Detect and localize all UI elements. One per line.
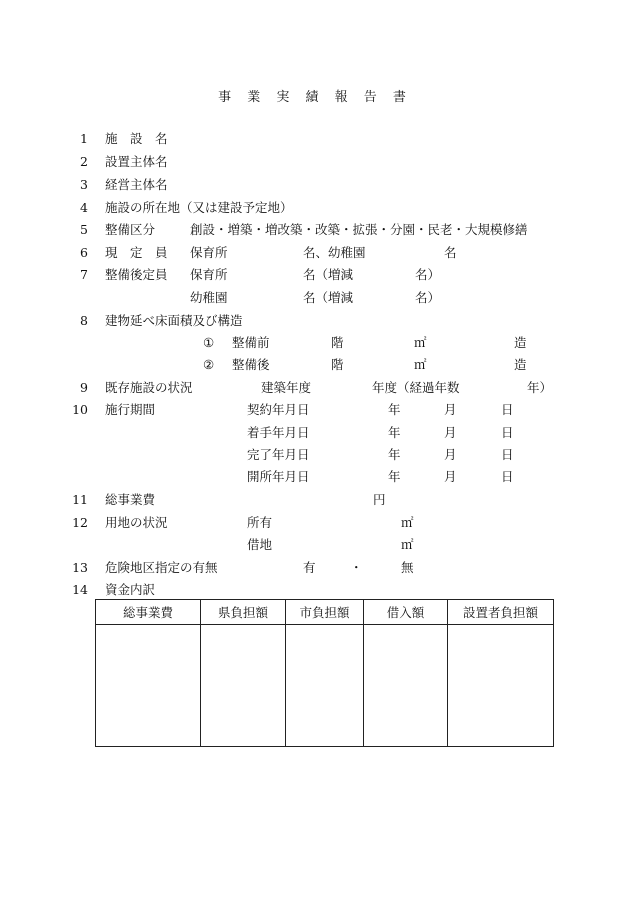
- fund-header-loan: 借入額: [364, 600, 448, 625]
- day-unit: 日: [501, 469, 514, 484]
- elapsed-end: 年）: [527, 380, 553, 395]
- floor-area-label: 建物延べ床面積及び構造: [105, 313, 243, 328]
- fund-breakdown-label: 資金内訳: [105, 582, 156, 597]
- floor-unit: 階: [331, 357, 344, 372]
- current-capacity-label: 現 定 員: [105, 245, 168, 260]
- land-type: 借地: [247, 537, 273, 552]
- item-number: 3: [80, 177, 88, 192]
- item-number: 2: [80, 154, 88, 169]
- fund-header-city: 市負担額: [286, 600, 364, 625]
- option-separator: ・: [350, 560, 363, 575]
- year-unit: 年: [388, 402, 401, 417]
- category-label: 整備区分: [105, 222, 156, 237]
- fund-table-header-row: [96, 600, 554, 625]
- fund-table-row: [96, 625, 554, 747]
- month-unit: 月: [444, 402, 457, 417]
- fund-cell-founder[interactable]: [448, 625, 554, 747]
- item-number: 14: [72, 582, 88, 597]
- fund-header-total: 総事業費: [96, 600, 201, 625]
- period-label: 施行期間: [105, 402, 156, 417]
- capacity-type: 幼稚園: [190, 290, 228, 305]
- month-unit: 月: [444, 425, 457, 440]
- capacity-end: 名）: [415, 267, 441, 282]
- structure-label: 整備後: [232, 357, 270, 372]
- total-cost-label: 総事業費: [105, 492, 156, 507]
- floor-unit: 階: [331, 335, 344, 350]
- period-row-label: 着手年月日: [247, 425, 310, 440]
- page-title: 事 業 実 績 報 告 書: [218, 90, 412, 105]
- day-unit: 日: [501, 425, 514, 440]
- fund-cell-total[interactable]: [96, 625, 201, 747]
- option-no: 無: [401, 560, 414, 575]
- fund-cell-city[interactable]: [286, 625, 364, 747]
- capacity-change: 名（増減: [303, 267, 354, 282]
- capacity-end: 名）: [415, 290, 441, 305]
- area-unit: ㎡: [414, 335, 427, 350]
- fund-header-founder: 設置者負担額: [448, 600, 554, 625]
- yen-unit: 円: [373, 492, 386, 507]
- day-unit: 日: [501, 447, 514, 462]
- fund-table: [95, 599, 554, 747]
- operator-label: 経営主体名: [105, 177, 168, 192]
- item-number: 6: [80, 245, 88, 260]
- item-number: 13: [72, 560, 88, 575]
- item-number: 12: [72, 515, 88, 530]
- month-unit: 月: [444, 469, 457, 484]
- build-year-label: 建築年度: [261, 380, 312, 395]
- establisher-label: 設置主体名: [105, 154, 168, 169]
- period-row-label: 契約年月日: [247, 402, 310, 417]
- facility-name-label: 施 設 名: [105, 131, 168, 146]
- structure-mark: ①: [203, 335, 215, 350]
- structure-label: 整備前: [232, 335, 270, 350]
- month-unit: 月: [444, 447, 457, 462]
- period-row-label: 完了年月日: [247, 447, 310, 462]
- area-unit: ㎡: [401, 537, 414, 552]
- option-yes: 有: [303, 560, 316, 575]
- fund-header-prefecture: 県負担額: [201, 600, 286, 625]
- day-unit: 日: [501, 402, 514, 417]
- year-unit: 年: [388, 447, 401, 462]
- kindergarten-label: 名、幼稚園: [303, 245, 366, 260]
- count-unit: 名: [444, 245, 457, 260]
- structure-mark: ②: [203, 357, 215, 372]
- build-unit: 造: [514, 335, 527, 350]
- elapsed-label: 年度（経過年数: [372, 380, 460, 395]
- item-number: 8: [80, 313, 88, 328]
- capacity-after-label: 整備後定員: [105, 267, 168, 282]
- land-label: 用地の状況: [105, 515, 168, 530]
- item-number: 10: [72, 402, 88, 417]
- existing-label: 既存施設の状況: [105, 380, 193, 395]
- area-unit: ㎡: [401, 515, 414, 530]
- item-number: 1: [80, 131, 88, 146]
- item-number: 9: [80, 380, 88, 395]
- land-type: 所有: [247, 515, 273, 530]
- item-number: 11: [72, 492, 88, 507]
- fund-cell-prefecture[interactable]: [201, 625, 286, 747]
- category-options: 創設・増築・増改築・改築・拡張・分園・民老・大規模修繕: [190, 222, 528, 237]
- location-label: 施設の所在地（又は建設予定地）: [105, 200, 293, 215]
- item-number: 5: [80, 222, 88, 237]
- nursery-label: 保育所: [190, 245, 228, 260]
- year-unit: 年: [388, 425, 401, 440]
- fund-cell-loan[interactable]: [364, 625, 448, 747]
- build-unit: 造: [514, 357, 527, 372]
- item-number: 4: [80, 200, 88, 215]
- area-unit: ㎡: [414, 357, 427, 372]
- period-row-label: 開所年月日: [247, 469, 310, 484]
- year-unit: 年: [388, 469, 401, 484]
- item-number: 7: [80, 267, 88, 282]
- capacity-change: 名（増減: [303, 290, 354, 305]
- danger-zone-label: 危険地区指定の有無: [105, 560, 218, 575]
- capacity-type: 保育所: [190, 267, 228, 282]
